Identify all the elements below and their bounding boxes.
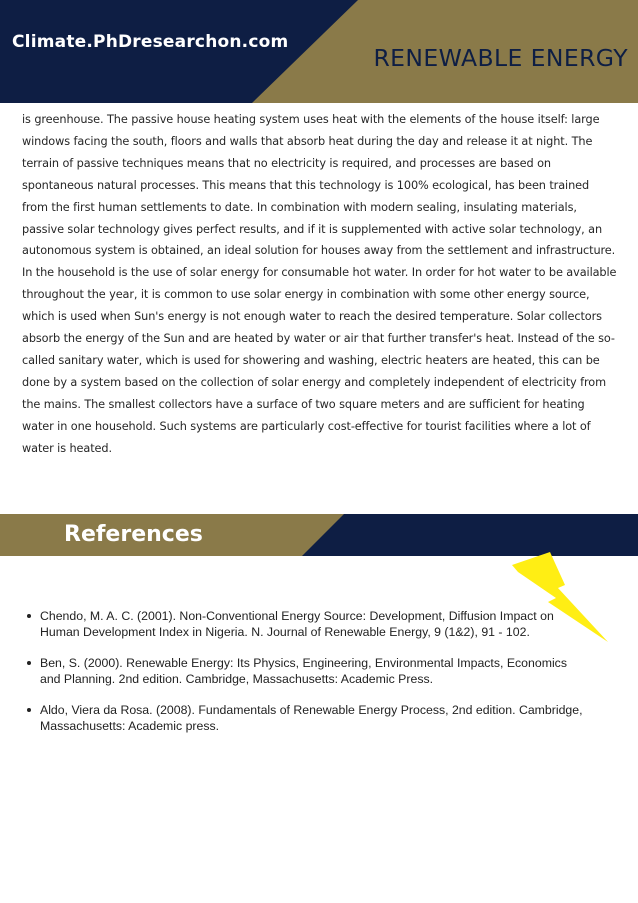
site-name: Climate.PhDresearchon.com xyxy=(12,32,289,52)
header-title: RENEWABLE ENERGY xyxy=(373,44,628,72)
reference-item: Aldo, Viera da Rosa. (2008). Fundamentals of Renewable Energy Process, 2nd edition. Cambridge, Massachusetts: Academic press. xyxy=(40,702,590,734)
header-banner xyxy=(0,0,638,103)
references-list xyxy=(40,608,590,749)
reference-item: Ben, S. (2000). Renewable Energy: Its Physics, Engineering, Environmental Impacts, Economics and Planning. 2nd edition. Cambridge, Massachusetts: Academic Press. xyxy=(40,655,590,687)
references-heading: References xyxy=(64,522,203,547)
body-paragraph: is greenhouse. The passive house heating system uses heat with the elements of the house itself: large windows facing the south, floors and walls that absorb heat during the day and release it at night. The terrain of passive techniques means that no electricity is required, and processes are based on spontaneous natural processes. This means that this technology is 100% ecological, has been trained from the first human settlements to date. In combination with modern sealing, insulating materials, passive solar technology gives perfect results, and if it is supplemented with active solar technology, an autonomous system is obtained, an ideal solution for houses away from the settlement and infrastructure. In the household is the use of solar energy for consumable hot water. In order for hot water to be available throughout the year, it is common to use solar energy in combination with some other energy source, which is used when Sun's energy is not enough water to reach the desired temperature. Solar collectors absorb the energy of the Sun and are heated by water or air that further transfer's heat. Instead of the so-called sanitary water, which is used for showering and washing, electric heaters are heated, this can be done by a system based on the collection of solar energy and completely independent of electricity from the mains. The smallest collectors have a surface of two square meters and are sufficient for heating water in one household. Such systems are particularly cost-effective for tourist facilities where a lot of water is heated. xyxy=(22,113,617,455)
reference-item: Chendo, M. A. C. (2001). Non-Conventional Energy Source: Development, Diffusion Impact on Human Development Index in Nigeria. N. Journal of Renewable Energy, 9 (1&2), 91 - 102. xyxy=(40,608,590,640)
